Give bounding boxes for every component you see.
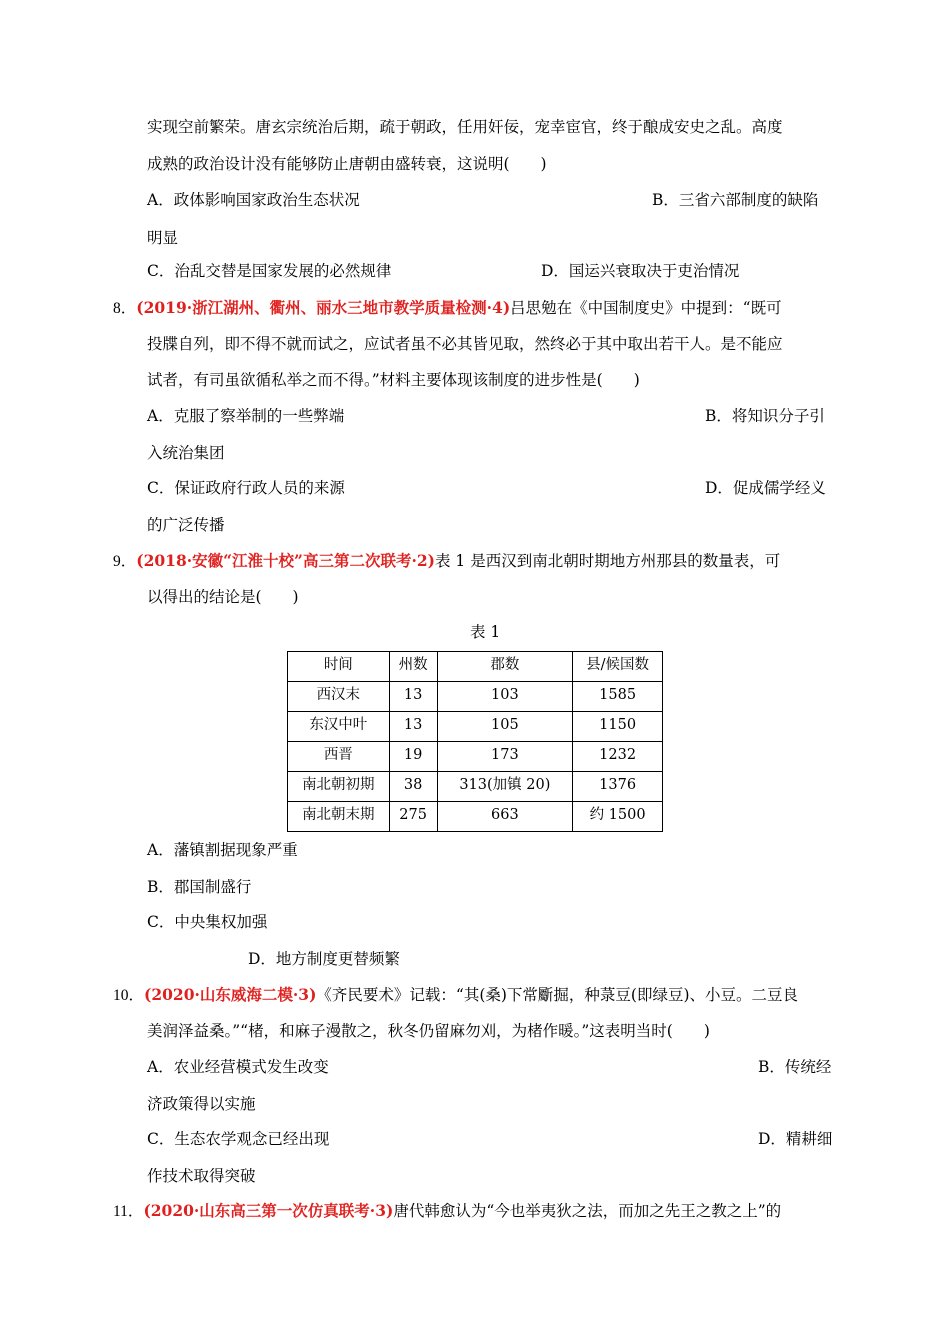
q7-stem-line-1 xyxy=(147,117,837,137)
table-header-cell: 州数 xyxy=(389,652,437,682)
q7-option-b-continued: 明显 xyxy=(147,229,179,247)
q9-table-caption: 表 1 xyxy=(470,623,501,641)
table-header-cell: 县/候国数 xyxy=(573,652,663,682)
q9-stem-line-1 xyxy=(113,551,837,572)
q9-stem-line-2: 以得出的结论是( ) xyxy=(147,588,299,606)
q10-number: 10． xyxy=(113,987,145,1004)
table-cell: 南北朝末期 xyxy=(288,802,390,832)
table-cell: 约 1500 xyxy=(573,802,663,832)
table-row xyxy=(288,802,663,832)
q8-number: 8． xyxy=(113,300,137,317)
q10-source: (2020·山东威海二模·3) xyxy=(144,985,317,1004)
q10-option-c[interactable]: C．生态农学观念已经出现 xyxy=(147,1130,330,1148)
table-cell: 1585 xyxy=(573,682,663,712)
q11-number: 11． xyxy=(113,1203,144,1220)
q11-stem-line-1 xyxy=(113,1201,837,1222)
q8-option-b-continued: 入统治集团 xyxy=(147,444,225,462)
table-header-row xyxy=(288,652,663,682)
table-cell: 南北朝初期 xyxy=(288,772,390,802)
q9-option-c[interactable]: C．中央集权加强 xyxy=(147,913,268,931)
q8-option-a[interactable]: A．克服了察举制的一些弊端 xyxy=(147,407,345,425)
q8-stem-line-3: 试者，有司虽欲循私举之而不得。”材料主要体现该制度的进步性是( ) xyxy=(147,371,640,389)
q10-stem-line-2: 美润泽益桑。”“楮，和麻子漫散之，秋冬仍留麻勿刈，为楮作暖。”这表明当时( ) xyxy=(147,1022,710,1040)
q7-stem-text-1: 实现空前繁荣。唐玄宗统治后期，疏于朝政，任用奸佞，宠幸宦官，终于酿成安史之乱。高度 xyxy=(147,118,783,136)
q9-option-a[interactable]: A．藩镇割据现象严重 xyxy=(147,841,298,859)
table-cell: 275 xyxy=(389,802,437,832)
q10-option-d-continued: 作技术取得突破 xyxy=(147,1167,256,1185)
table-cell: 东汉中叶 xyxy=(288,712,390,742)
q8-option-d[interactable]: D．促成儒学经义 xyxy=(705,479,826,497)
q10-stem-line-1 xyxy=(113,985,837,1006)
table-cell: 313(加镇 20) xyxy=(437,772,573,802)
q9-stem-text-1: 表 1 是西汉到南北朝时期地方州那县的数量表，可 xyxy=(434,552,781,570)
q8-stem-line-2: 投牒自列，即不得不就而试之，应试者虽不必其皆见取，然终必于其中取出若干人。是不能应 xyxy=(147,335,783,353)
q9-option-b[interactable]: B．郡国制盛行 xyxy=(147,878,252,896)
q8-stem-line-1 xyxy=(113,298,837,319)
table-cell: 13 xyxy=(389,682,437,712)
q10-option-d[interactable]: D．精耕细 xyxy=(758,1130,833,1148)
table-row xyxy=(288,712,663,742)
table-header-cell: 时间 xyxy=(288,652,390,682)
table-cell: 西汉末 xyxy=(288,682,390,712)
table-cell: 38 xyxy=(389,772,437,802)
q10-option-a[interactable]: A．农业经营模式发生改变 xyxy=(147,1058,329,1076)
table-row xyxy=(288,742,663,772)
table-cell: 105 xyxy=(437,712,573,742)
table-cell: 663 xyxy=(437,802,573,832)
table-cell: 1150 xyxy=(573,712,663,742)
q7-option-a[interactable]: A．政体影响国家政治生态状况 xyxy=(147,191,360,209)
q9-number: 9． xyxy=(113,553,137,570)
q8-option-d-continued: 的广泛传播 xyxy=(147,516,225,534)
q9-data-table xyxy=(287,651,663,832)
q9-option-d[interactable]: D．地方制度更替频繁 xyxy=(248,950,400,968)
q11-source: (2020·山东高三第一次仿真联考·3) xyxy=(143,1201,394,1220)
q8-source: (2019·浙江湖州、衢州、丽水三地市教学质量检测·4) xyxy=(136,298,511,317)
table-cell: 19 xyxy=(389,742,437,772)
q7-option-c[interactable]: C．治乱交替是国家发展的必然规律 xyxy=(147,262,392,280)
q8-option-c[interactable]: C．保证政府行政人员的来源 xyxy=(147,479,345,497)
q8-option-b[interactable]: B．将知识分子引 xyxy=(705,407,825,425)
q10-stem-text-1: 《齐民要术》记载：“其(桑)下常斸掘，种菉豆(即绿豆)、小豆。二豆良 xyxy=(316,986,799,1004)
q10-option-b-continued: 济政策得以实施 xyxy=(147,1095,256,1113)
q9-source: (2018·安徽“江淮十校”高三第二次联考·2) xyxy=(136,551,435,570)
table-cell: 1376 xyxy=(573,772,663,802)
q7-option-b[interactable]: B．三省六部制度的缺陷 xyxy=(652,191,819,209)
table-header-cell: 郡数 xyxy=(437,652,573,682)
q8-stem-text-1: 吕思勉在《中国制度史》中提到：“既可 xyxy=(510,299,782,317)
q11-stem-text-1: 唐代韩愈认为“今也举夷狄之法，而加之先王之教之上”的 xyxy=(393,1202,782,1220)
table-cell: 西晋 xyxy=(288,742,390,772)
table-row xyxy=(288,772,663,802)
table-cell: 103 xyxy=(437,682,573,712)
q7-option-d[interactable]: D．国运兴衰取决于吏治情况 xyxy=(541,262,740,280)
table-row xyxy=(288,682,663,712)
q7-stem-line-2: 成熟的政治设计没有能够防止唐朝由盛转衰，这说明( ) xyxy=(147,155,547,173)
table-cell: 173 xyxy=(437,742,573,772)
q10-option-b[interactable]: B．传统经 xyxy=(758,1058,832,1076)
table-cell: 1232 xyxy=(573,742,663,772)
table-cell: 13 xyxy=(389,712,437,742)
